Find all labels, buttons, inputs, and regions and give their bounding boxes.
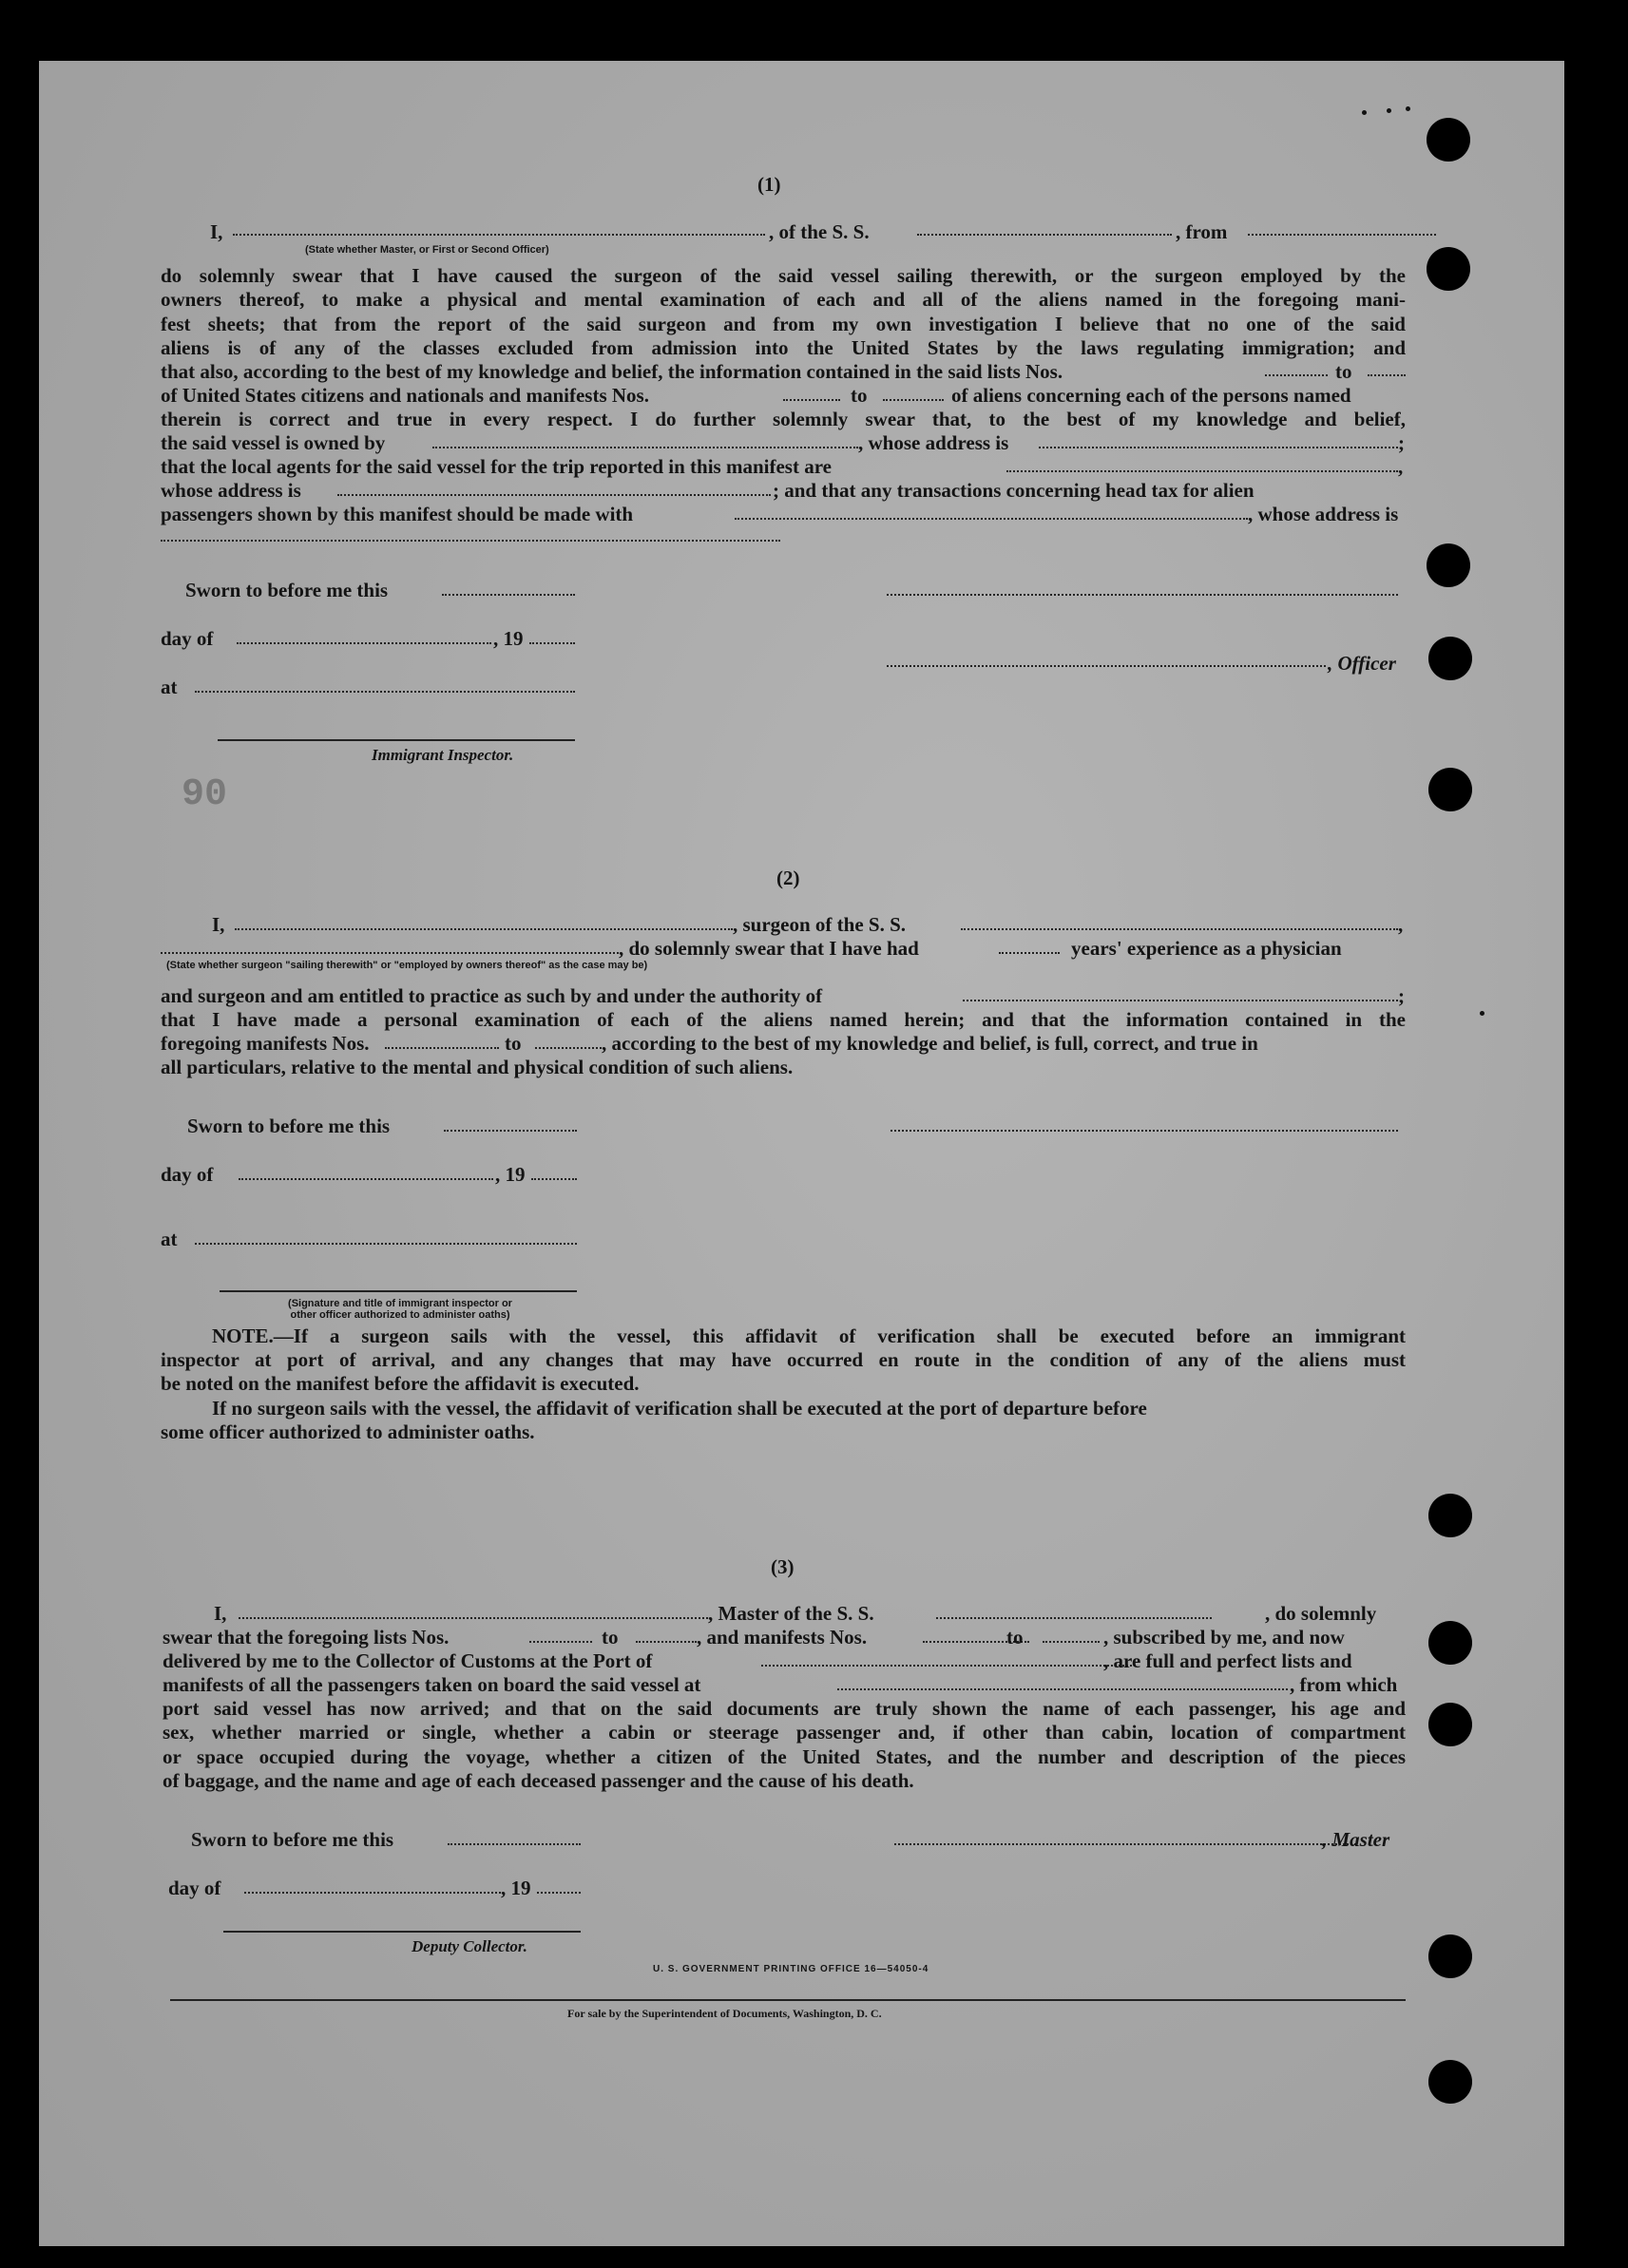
s3-sworn: Sworn to before me this bbox=[191, 1828, 394, 1851]
s3-i: I, bbox=[214, 1602, 227, 1625]
section-3-number: (3) bbox=[771, 1555, 795, 1578]
s1-officer-note: (State whether Master, or First or Second Officer) bbox=[305, 244, 549, 256]
s2-surgeon-note: (State whether surgeon "sailing therewith" or "employed by owners thereof" as the case may be) bbox=[166, 960, 648, 971]
s1-at: at bbox=[161, 676, 178, 698]
s1-agents: that the local agents for the said vessel for the trip reported in this manifest are bbox=[161, 455, 832, 478]
s3-deputy-label: Deputy Collector. bbox=[412, 1937, 527, 1955]
s1-day-of: day of bbox=[161, 627, 214, 650]
punch-hole bbox=[1427, 543, 1470, 587]
s2-day-of: day of bbox=[161, 1163, 214, 1186]
s3-day-of: day of bbox=[168, 1877, 221, 1899]
s1-from: , from bbox=[1176, 220, 1228, 243]
s1-inspector-label: Immigrant Inspector. bbox=[372, 746, 514, 764]
s3-line2: swear that the foregoing lists Nos. bbox=[163, 1626, 450, 1649]
s3-line4: manifests of all the passengers taken on board the said vessel at bbox=[163, 1673, 701, 1696]
s3-body: port said vessel has now arrived; and that on the said documents are truly shown the name of each passenger, his age and sex, whether married or single, whether a cabin or steerage passenger and, if other than cabin, location of compartment or space occupied during the voyage, whether a citizen of the United States, and the number and description of the pieces bbox=[163, 1697, 1406, 1768]
bleed-through-stamp: 90 bbox=[182, 773, 228, 816]
punch-hole bbox=[1427, 118, 1470, 162]
punch-hole bbox=[1428, 768, 1472, 811]
s1-sworn: Sworn to before me this bbox=[185, 579, 389, 601]
punch-hole bbox=[1428, 637, 1472, 680]
s3-master-label: , Master bbox=[1322, 1828, 1390, 1851]
s1-of-ss: , of the S. S. bbox=[769, 220, 870, 243]
s2-line6: all particulars, relative to the mental and physical condition of such aliens. bbox=[161, 1056, 794, 1078]
s2-line4: that I have made a personal examination of each of the aliens named herein; and that the information contained in the bbox=[161, 1008, 1406, 1031]
s1-owned: the said vessel is owned by bbox=[161, 431, 386, 454]
s2-sig-note: (Signature and title of immigrant inspector or other officer authorized to administer oaths) bbox=[288, 1298, 512, 1321]
s2-i: I, bbox=[212, 913, 225, 936]
section-1-body: do solemnly swear that I have caused the surgeon of the said vessel sailing therewith, or the surgeon employed by the owners thereof, to make a physical and mental examination of each and all of the aliens named in the foregoing mani- fest sheets; that from the report of the said surgeon and from my own investigation I believe that no one of the said aliens is of any of the classes excluded from admission into the United States by the laws regulating immigration; and bbox=[161, 264, 1406, 359]
s1-line1: I, bbox=[210, 220, 223, 243]
s2-line5: foregoing manifests Nos. bbox=[161, 1032, 370, 1055]
printing-office-note: U. S. GOVERNMENT PRINTING OFFICE 16—54050-4 bbox=[653, 1964, 929, 1974]
s2-sworn: Sworn to before me this bbox=[187, 1115, 391, 1137]
punch-hole bbox=[1428, 1494, 1472, 1537]
s1-passengers: passengers shown by this manifest should be made with bbox=[161, 503, 634, 525]
footer-sale-note: For sale by the Superintendent of Documents, Washington, D. C. bbox=[567, 2007, 882, 2020]
s3-line3: delivered by me to the Collector of Customs at the Port of bbox=[163, 1649, 653, 1672]
punch-hole bbox=[1428, 1934, 1472, 1978]
section-1-number: (1) bbox=[757, 173, 781, 196]
s2-line3: and surgeon and am entitled to practice as such by and under the authority of bbox=[161, 984, 823, 1007]
s2-at: at bbox=[161, 1228, 178, 1250]
s2-note: NOTE.—If a surgeon sails with the vessel, this affidavit of verification shall be executed before an immigrant bbox=[212, 1325, 1406, 1347]
s1-address: whose address is bbox=[161, 479, 301, 502]
section-2-number: (2) bbox=[776, 867, 800, 889]
punch-hole bbox=[1428, 1621, 1472, 1665]
punch-hole bbox=[1428, 2060, 1472, 2104]
punch-hole bbox=[1428, 1703, 1472, 1746]
punch-hole bbox=[1427, 247, 1470, 291]
s1-line8: therein is correct and true in every respect. I do further solemnly swear that, to the best of my knowledge and belief, bbox=[161, 408, 1406, 430]
s1-line7: of United States citizens and nationals and manifests Nos. bbox=[161, 384, 649, 407]
s1-line6: that also, according to the best of my knowledge and belief, the information contained in the said lists Nos. bbox=[161, 360, 1063, 383]
s1-officer-label: , Officer bbox=[1328, 652, 1396, 675]
document-page: 90 (1) I, , of the S. S. , from (State whether Master, or First or Second Officer) do solemnly swear that I have caused the surgeon of the said vessel sailing therewith, or the surgeon employed by the owners thereof, to make a physical and mental examination of each and all of the aliens named in the foregoing mani- fest sheets; that from the report of the said surgeon and from my own investigation I believe that no one of the said aliens is of any of the classes excluded from admission into the United States by the laws regulating immigration; and that also, according to the best of my knowledge and belief, the information contained in the said lists Nos. to of United States citizens and nationals and manifests Nos. to of aliens concerning each of the persons named therein is correct and true in every respect. I do further solemnly swear that, to the best of my knowledge and belief, the said vessel is owned by , whose address is ; that the local agents for the said vessel for the trip reported in this manifest are , whose address is ; and that any transactions concerning head tax for alien passengers shown by this manifest should be made with , whose address is Sworn to before me this day of , 19 , Officer at Immigrant Inspector. (2) I, , surgeon of the S. S. , , do solemnly swear that I have had years' experience as a physician (State whether surgeon "sailing therewith" or "employed by owners thereof" as the case may be) and surgeon and am entitled to practice as such by and under the authority of ; that I have made a personal examination of each of the aliens named herein; and that the information contained in the foregoing manifests Nos. to , according to the best of my knowledge and belief, is full, correct, and true in all particulars, relative to the mental and physical condition of such aliens. Sworn to before me this day of , 19 at (Signature and title of immigrant inspector or other officer authorized to administer oaths) NOTE.—If a surgeon sails with the vessel, this affidavit of verification shall be executed before an immigrant inspector at port of arrival, and any changes that may have occurred en route in the condition of any of the aliens must be noted on the manifest before the affidavit is executed. If no surgeon sails with the vessel, the affidavit of verification shall be executed at the port of departure before some officer authorized to administer oaths. (3) I, , Master of the S. S. , do solemnly swear that the foregoing lists Nos. to , and manifests Nos. to , subscribed by me, and now delivered by me to the Collector of Customs at the Port of , are full and perfect lists and manifests of all the passengers taken on board the said vessel at , from which port said vessel has now arrived; and that on the said documents are truly shown the name of each passenger, his age and sex, whether married or single, whether a cabin or steerage passenger and, if other than cabin, location of compartment or space occupied during the voyage, whether a citizen of the United States, and the number and description of the pieces of baggage, and the name and age of each deceased passenger and the cause of his death. Sworn to before me this , Master day of , 19 Deputy Collector. U. S. GOVERNMENT PRINTING OFFICE 16—54050-4 For sale by the Superintendent of Documents, Washington, D. C. bbox=[39, 61, 1564, 2246]
